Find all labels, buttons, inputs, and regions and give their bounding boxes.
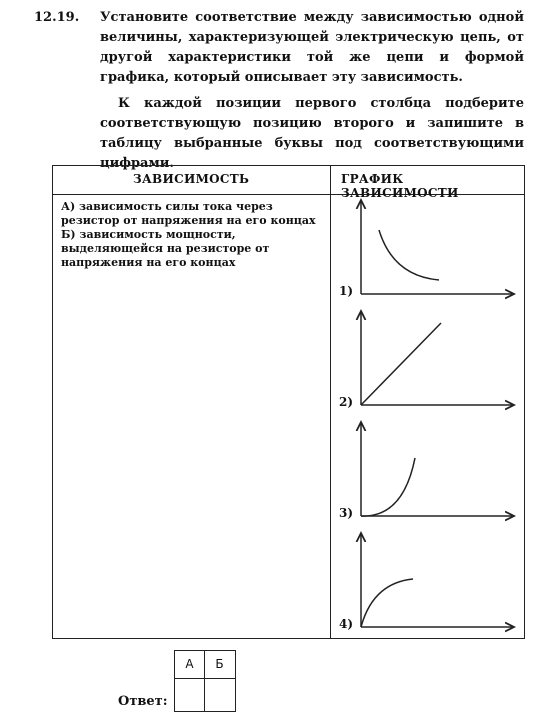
column-header-dependency: ЗАВИСИМОСТЬ <box>133 172 250 186</box>
answer-column-b: Б <box>215 657 224 671</box>
graph-column <box>331 194 524 638</box>
column-header-graph: ГРАФИК ЗАВИСИМОСТИ <box>341 172 459 200</box>
graph-3-curve <box>361 458 415 516</box>
graph-4 <box>331 527 524 638</box>
dependency-item-a: А) зависимость силы тока через резистор от напряжения на его концах <box>61 200 316 227</box>
graph-1-label: 1) <box>339 284 354 298</box>
graph-3 <box>331 416 524 527</box>
answer-column-a: А <box>185 657 194 671</box>
answer-cell-a[interactable] <box>175 679 204 711</box>
graph-3-plot <box>331 416 524 527</box>
graph-2-label: 2) <box>339 395 354 409</box>
graph-2-curve <box>361 323 441 405</box>
graph-2-plot <box>331 305 524 416</box>
answer-header-row <box>175 651 235 679</box>
dependency-list <box>61 200 323 270</box>
problem-text: Установите соответствие между зависимостью одной величины, характеризующей электрическую цепь, от другой характеристики той же цепи и формой графика, который описывает эту зависимость. <box>100 10 524 85</box>
dependency-item-b: Б) зависимость мощности, выделяющейся на резисторе от напряжения на его концах <box>61 228 270 269</box>
problem-block <box>34 8 524 174</box>
graph-1 <box>331 194 524 305</box>
graph-4-label: 4) <box>339 617 354 631</box>
problem-instruction: К каждой позиции первого столбца подберите соответствующую позицию второго и запишите в таблицу выбранные буквы под соответствующими цифрами. <box>100 96 524 171</box>
graph-1-curve <box>379 230 439 280</box>
matching-table <box>52 165 525 639</box>
answer-label: Ответ: <box>118 694 168 709</box>
graph-4-curve <box>361 579 413 627</box>
graph-2 <box>331 305 524 416</box>
table-header <box>53 166 524 200</box>
answer-table <box>174 650 236 712</box>
graph-4-plot <box>331 527 524 638</box>
graph-3-label: 3) <box>339 506 354 520</box>
answer-cell-b[interactable] <box>205 679 234 711</box>
problem-number: 12.19. <box>34 10 80 25</box>
graph-1-plot <box>331 194 524 305</box>
